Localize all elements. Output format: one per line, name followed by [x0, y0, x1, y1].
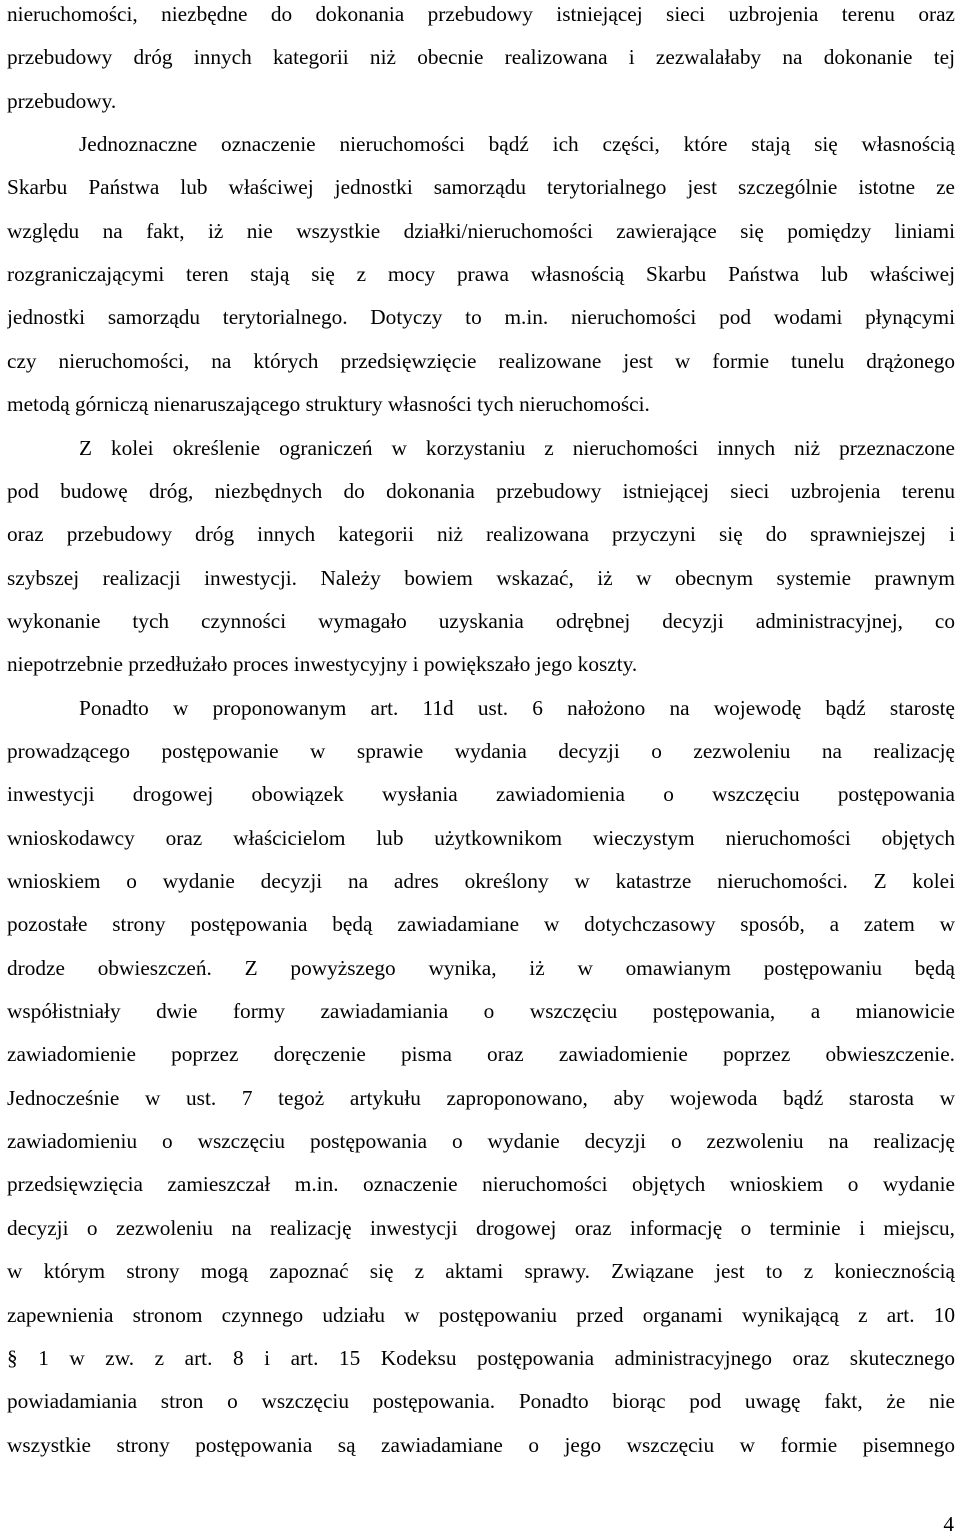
text-line: wykonanie tych czynności wymagało uzyskania odrębnej decyzji administracyjnej, co: [7, 608, 955, 633]
page-number: 4: [943, 1512, 954, 1536]
text-line: pozostałe strony postępowania będą zawiadamiane w dotychczasowy sposób, a zatem w: [7, 912, 955, 937]
text-line: Jednoznaczne oznaczenie nieruchomości bądź ich części, które stają się własnością: [79, 132, 955, 157]
text-line: współistniały dwie formy zawiadamiania o wszczęciu postępowania, a mianowicie: [7, 999, 955, 1024]
text-line: oraz przebudowy dróg innych kategorii niż realizowana przyczyni się do sprawniejszej i: [7, 522, 955, 547]
text-line: Jednocześnie w ust. 7 tegoż artykułu zaproponowano, aby wojewoda bądź starosta w: [7, 1085, 955, 1110]
text-line: prowadzącego postępowanie w sprawie wydania decyzji o zezwoleniu na realizację: [7, 738, 955, 763]
text-line: wszystkie strony postępowania są zawiadamiane o jego wszczęciu w formie pisemnego: [7, 1432, 955, 1457]
text-line: przebudowy dróg innych kategorii niż obecnie realizowana i zezwalałaby na dokonanie tej: [7, 45, 955, 70]
text-line: w którym strony mogą zapoznać się z aktami sprawy. Związane jest to z koniecznością: [7, 1259, 955, 1284]
text-line: wnioskiem o wydanie decyzji na adres określony w katastrze nieruchomości. Z kolei: [7, 869, 955, 893]
text-line: metodą górniczą nienaruszającego struktury własności tych nieruchomości.: [7, 392, 650, 417]
text-line: czy nieruchomości, na których przedsięwzięcie realizowane jest w formie tunelu drążonego: [7, 348, 955, 373]
text-line: § 1 w zw. z art. 8 i art. 15 Kodeksu postępowania administracyjnego oraz skutecznego: [7, 1345, 955, 1370]
text-line: powiadamiania stron o wszczęciu postępowania. Ponadto biorąc pod uwagę fakt, że nie: [7, 1389, 955, 1414]
text-line: przebudowy.: [7, 88, 117, 113]
text-line: inwestycji drogowej obowiązek wysłania zawiadomienia o wszczęciu postępowania: [7, 782, 955, 807]
text-line: przedsięwzięcia zamieszczał m.in. oznaczenie nieruchomości objętych wnioskiem o wydanie: [7, 1172, 955, 1197]
text-line: niepotrzebnie przedłużało proces inwestycyjny i powiększało jego koszty.: [7, 652, 638, 677]
text-line: jednostki samorządu terytorialnego. Dotyczy to m.in. nieruchomości pod wodami płynącymi: [7, 305, 955, 330]
text-line: zawiadomieniu o wszczęciu postępowania o wydanie decyzji o zezwoleniu na realizację: [7, 1129, 955, 1154]
text-line: nieruchomości, niezbędne do dokonania przebudowy istniejącej sieci uzbrojenia terenu oraz: [7, 2, 955, 26]
text-line: wnioskodawcy oraz właścicielom lub użytkownikom wieczystym nieruchomości objętych: [7, 825, 955, 850]
text-line: drodze obwieszczeń. Z powyższego wynika, iż w omawianym postępowaniu będą: [7, 955, 955, 980]
text-line: decyzji o zezwoleniu na realizację inwestycji drogowej oraz informację o terminie i miejscu,: [7, 1215, 955, 1240]
text-line: zapewnienia stronom czynnego udziału w postępowaniu przed organami wynikającą z art. 10: [7, 1302, 955, 1327]
text-line: pod budowę dróg, niezbędnych do dokonania przebudowy istniejącej sieci uzbrojenia terenu: [7, 478, 955, 503]
text-line: Z kolei określenie ograniczeń w korzystaniu z nieruchomości innych niż przeznaczone: [79, 435, 955, 460]
text-line: zawiadomienie poprzez doręczenie pisma oraz zawiadomienie poprzez obwieszczenie.: [7, 1042, 955, 1067]
text-line: względu na fakt, iż nie wszystkie działki/nieruchomości zawierające się pomiędzy liniami: [7, 218, 955, 243]
text-line: Ponadto w proponowanym art. 11d ust. 6 nałożono na wojewodę bądź starostę: [79, 695, 955, 720]
text-line: szybszej realizacji inwestycji. Należy bowiem wskazać, iż w obecnym systemie prawnym: [7, 565, 955, 590]
text-line: rozgraniczającymi teren stają się z mocy prawa własnością Skarbu Państwa lub właściwej: [7, 262, 955, 287]
text-line: Skarbu Państwa lub właściwej jednostki samorządu terytorialnego jest szczególnie istotne ze: [7, 175, 955, 200]
